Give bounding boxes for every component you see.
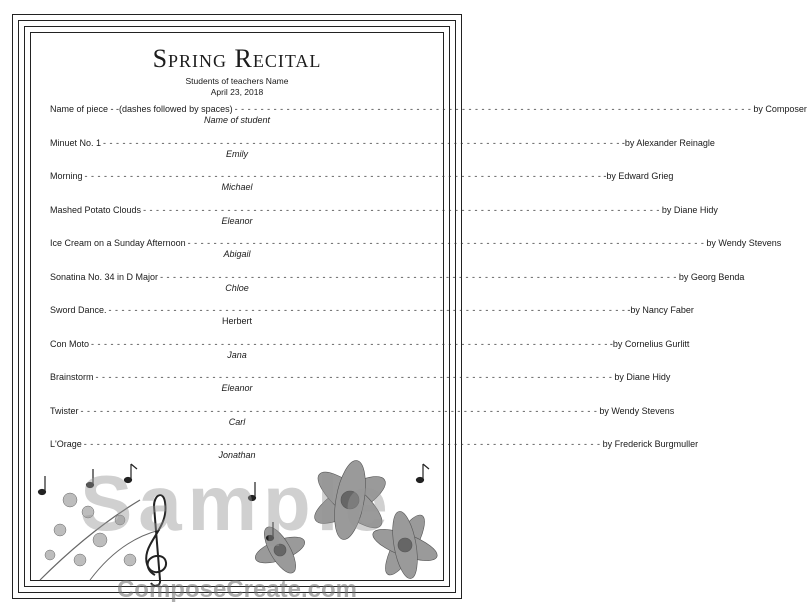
program-title: Spring Recital	[152, 44, 322, 73]
program-entry	[50, 405, 675, 428]
sample-watermark: Sample	[80, 459, 394, 547]
piece-title: L'Orage	[50, 439, 82, 449]
piece-title: Morning	[50, 171, 83, 181]
piece-title: Sword Dance.	[50, 305, 107, 315]
program-entry	[50, 372, 671, 394]
program-line	[50, 104, 807, 115]
student-name: Abigail	[223, 249, 251, 259]
program-line	[50, 137, 715, 149]
program-line	[50, 372, 671, 383]
leader-dashes: - - - - - - - - - - - - - - - - - - - - - - - - - - - - - - - - - - - - - - - - - - - - - - - - - - - - - - - - - - - - - - - - - - - - - - - - - - - - - - - -	[84, 171, 602, 181]
student-name: Jana	[227, 349, 247, 360]
student-name: Jonathan	[218, 450, 256, 460]
student-name: Michael	[221, 182, 253, 192]
composer-name: by Frederick Burgmuller	[602, 439, 699, 449]
piece-title: Ice Cream on a Sunday Afternoon	[50, 238, 186, 248]
composer-name: by Composer	[753, 104, 807, 114]
program-line	[50, 204, 718, 216]
student-name: Name of student	[203, 115, 271, 125]
program-entry	[50, 338, 690, 361]
leader-dashes: - - - - - - - - - - - - - - - - - - - - - - - - - - - - - - - - - - - - - - - - - - - - - - - - - - - - - - - - - - - - - - - - - - - - - - - - - - - - - - - -	[91, 338, 608, 349]
leader-dashes: - - - - - - - - - - - - - - - - - - - - - - - - - - - - - - - - - - - - - - - - - - - - - - - - - - - - - - - - - - - - - - - - - - - - - - - - - - - - - - - -	[143, 204, 660, 215]
student-name: Eleanor	[221, 383, 253, 393]
composer-name: -by Nancy Faber	[627, 305, 694, 315]
program-date: April 23, 2018	[210, 87, 264, 97]
program-line	[50, 405, 675, 417]
leader-dashes: - - - - - - - - - - - - - - - - - - - - - - - - - - - - - - - - - - - - - - - - - - - - - - - - - - - - - - - - - - - - - - - - - - - - - - - - - - - - - - - -	[103, 137, 620, 148]
piece-title: Name of piece - -(dashes followed by spaces)	[50, 104, 233, 114]
piece-title: Twister	[50, 405, 79, 416]
program-line	[50, 238, 782, 249]
composer-name: -by Alexander Reinagle	[621, 137, 715, 148]
leader-dashes: - - - - - - - - - - - - - - - - - - - - - - - - - - - - - - - - - - - - - - - - - - - - - - - - - - - - - - - - - - - - - - - - - - - - - - - - - - - - - - - -	[95, 372, 613, 382]
program-entry	[50, 305, 694, 327]
leader-dashes: - - - - - - - - - - - - - - - - - - - - - - - - - - - - - - - - - - - - - - - - - - - - - - - - - - - - - - - - - - - - - - - - - - - - - - - - - - - - - - - -	[160, 271, 677, 282]
piece-title: Minuet No. 1	[50, 137, 102, 148]
piece-title: Con Moto	[50, 338, 90, 349]
leader-dashes: - - - - - - - - - - - - - - - - - - - - - - - - - - - - - - - - - - - - - - - - - - - - - - - - - - - - - - - - - - - - - - - - - - - - - - - - - - - - - - - -	[187, 238, 705, 248]
composer-name: by Wendy Stevens	[706, 238, 782, 248]
student-name: Chloe	[225, 282, 249, 293]
student-name: Emily	[226, 148, 248, 159]
composer-name: by Georg Benda	[678, 271, 745, 282]
program-line	[50, 271, 745, 283]
program-line	[50, 305, 694, 316]
program-entry	[50, 238, 782, 260]
leader-dashes: - - - - - - - - - - - - - - - - - - - - - - - - - - - - - - - - - - - - - - - - - - - - - - - - - - - - - - - - - - - - - - - - - - - - - - - - - - - - - - - -	[108, 305, 626, 315]
piece-title: Mashed Potato Clouds	[50, 204, 142, 215]
program-entry	[50, 137, 715, 160]
composer-name: -by Cornelius Gurlitt	[609, 338, 690, 349]
composer-name: by Diane Hidy	[661, 204, 718, 215]
program-entry	[50, 271, 745, 294]
piece-title: Sonatina No. 34 in D Major	[50, 271, 159, 282]
site-watermark: ComposeCreate.com	[116, 576, 358, 603]
student-name: Eleanor	[221, 215, 253, 226]
composer-name: -by Edward Grieg	[603, 171, 674, 181]
leader-dashes: - - - - - - - - - - - - - - - - - - - - - - - - - - - - - - - - - - - - - - - - - - - - - - - - - - - - - - - - - - - - - - - - - - - - - - - - - - - - - - - -	[80, 405, 598, 416]
program-line	[50, 171, 674, 182]
student-name: Carl	[228, 416, 246, 427]
student-name: Herbert	[221, 316, 252, 326]
program-line	[50, 338, 690, 350]
composer-name: by Diane Hidy	[614, 372, 671, 382]
piece-title: Brainstorm	[50, 372, 94, 382]
leader-dashes: - - - - - - - - - - - - - - - - - - - - - - - - - - - - - - - - - - - - - - - - - - - - - - - - - - - - - - - - - - - - - - - - - - - - - - - - - - - - - - - -	[83, 439, 601, 449]
composer-name: by Wendy Stevens	[599, 405, 675, 416]
program-entry	[50, 104, 807, 126]
program-subtitle: Students of teachers Name	[185, 76, 289, 86]
leader-dashes: - - - - - - - - - - - - - - - - - - - - - - - - - - - - - - - - - - - - - - - - - - - - - - - - - - - - - - - - - - - - - - - - - - - - - - - - - - - - - - - -	[234, 104, 752, 114]
program-entry	[50, 171, 674, 193]
program-entry	[50, 204, 718, 227]
